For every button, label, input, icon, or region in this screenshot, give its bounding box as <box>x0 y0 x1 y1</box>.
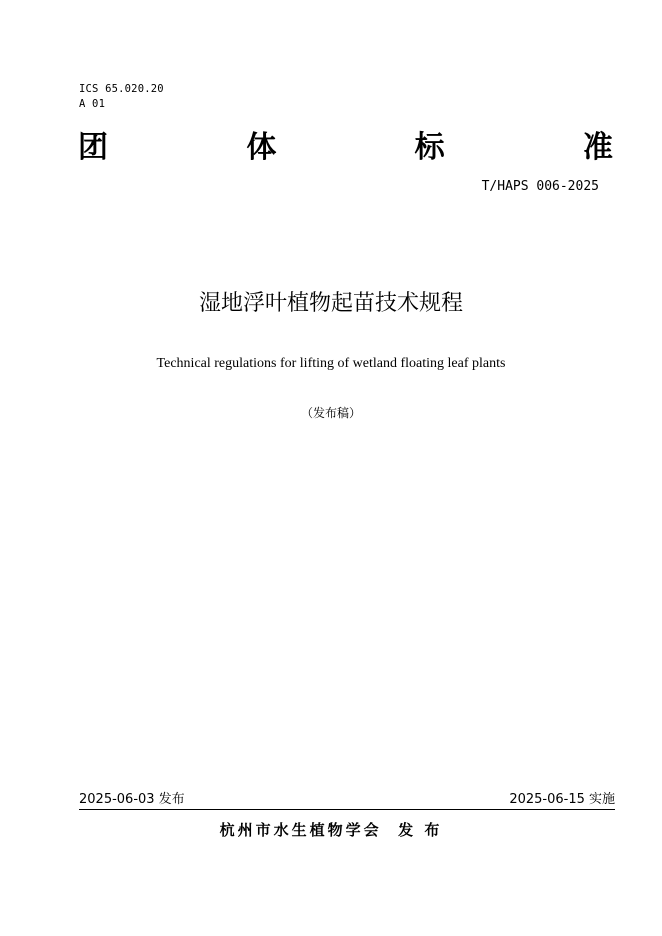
standard-number: T/HAPS 006-2025 <box>481 179 599 194</box>
ccs-code: A 01 <box>79 98 106 110</box>
date-row <box>79 791 615 809</box>
ics-code: ICS 65.020.20 <box>79 83 164 95</box>
document-title-english: Technical regulations for lifting of wetland floating leaf plants <box>156 356 506 371</box>
standard-type-char: 团 <box>78 130 108 165</box>
bottom-divider <box>79 809 615 810</box>
implement-date: 2025-06-15 实施 <box>509 792 615 807</box>
publish-date: 2025-06-03 发布 <box>79 792 185 807</box>
draft-status: （发布稿） <box>300 406 361 420</box>
standard-type-char: 体 <box>246 130 277 165</box>
standard-type-char: 准 <box>582 130 613 165</box>
document-title-chinese: 湿地浮叶植物起苗技术规程 <box>198 291 463 316</box>
standard-type-char: 标 <box>414 130 445 165</box>
publisher: 杭州市水生植物学会 发 布 <box>219 821 443 839</box>
standard-type-heading <box>78 122 613 166</box>
